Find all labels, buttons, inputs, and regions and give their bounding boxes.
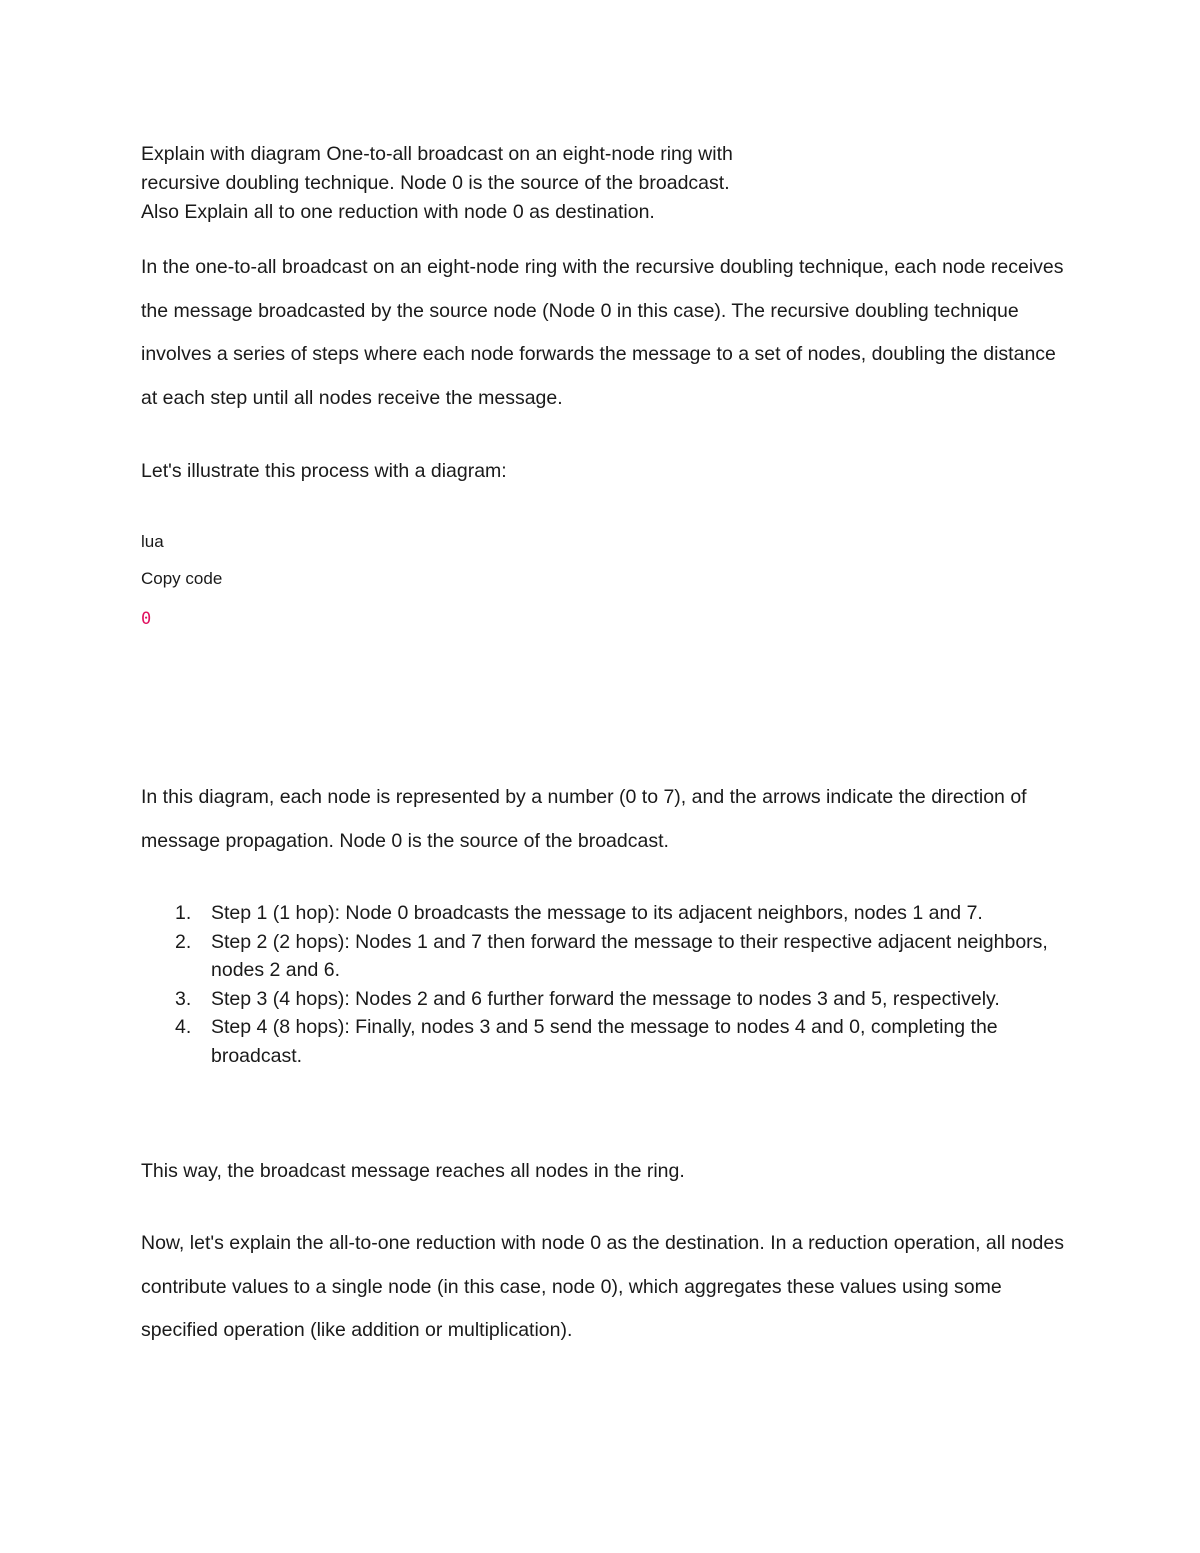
list-item bbox=[141, 1013, 1061, 1070]
code-content: 0 bbox=[141, 609, 152, 629]
code-language-label: lua bbox=[141, 532, 164, 551]
list-item bbox=[141, 899, 1061, 928]
list-item-text: Step 3 (4 hops): Nodes 2 and 6 further forward the message to nodes 3 and 5, respectively. bbox=[211, 987, 1000, 1010]
question-text bbox=[141, 140, 1081, 227]
question-line: Explain with diagram One-to-all broadcast on an eight-node ring with bbox=[141, 143, 733, 165]
list-item bbox=[141, 928, 1061, 985]
list-item-text: Step 2 (2 hops): Nodes 1 and 7 then forward the message to their respective adjacent neighbors, nodes 2 and 6. bbox=[211, 930, 1048, 981]
illustrate-paragraph: Let's illustrate this process with a diagram: bbox=[141, 460, 507, 482]
question-line: recursive doubling technique. Node 0 is the source of the broadcast. bbox=[141, 172, 730, 194]
copy-code-button[interactable]: Copy code bbox=[141, 569, 223, 588]
list-item-number: 2. bbox=[175, 930, 192, 953]
answer-intro-paragraph: In the one-to-all broadcast on an eight-node ring with the recursive doubling technique, each node receives the message broadcasted by the source node (Node 0 in this case). The recursive doubling technique involves a series of steps where each node forwards the message to a set of nodes, doubling the distance at each step until all nodes receive the message. bbox=[141, 256, 1064, 409]
list-item-number: 4. bbox=[175, 1016, 192, 1038]
list-item-number: 3. bbox=[175, 987, 192, 1010]
conclusion-paragraph: This way, the broadcast message reaches all nodes in the ring. bbox=[141, 1160, 685, 1182]
reduction-paragraph: Now, let's explain the all-to-one reduction with node 0 as the destination. In a reduction operation, all nodes contribute values to a single node (in this case, node 0), which aggregates these values using some specified operation (like addition or multiplication). bbox=[141, 1232, 1064, 1341]
list-item-number: 1. bbox=[175, 902, 192, 924]
question-line: Also Explain all to one reduction with node 0 as destination. bbox=[141, 201, 655, 223]
list-item-text: Step 1 (1 hop): Node 0 broadcasts the message to its adjacent neighbors, nodes 1 and 7. bbox=[211, 902, 983, 924]
list-item bbox=[141, 985, 1061, 1014]
steps-list bbox=[141, 899, 1061, 1070]
diagram-explanation-paragraph: In this diagram, each node is represented by a number (0 to 7), and the arrows indicate the direction of message propagation. Node 0 is the source of the broadcast. bbox=[141, 786, 1027, 852]
list-item-text: Step 4 (8 hops): Finally, nodes 3 and 5 send the message to nodes 4 and 0, completing the broadcast. bbox=[211, 1016, 998, 1067]
